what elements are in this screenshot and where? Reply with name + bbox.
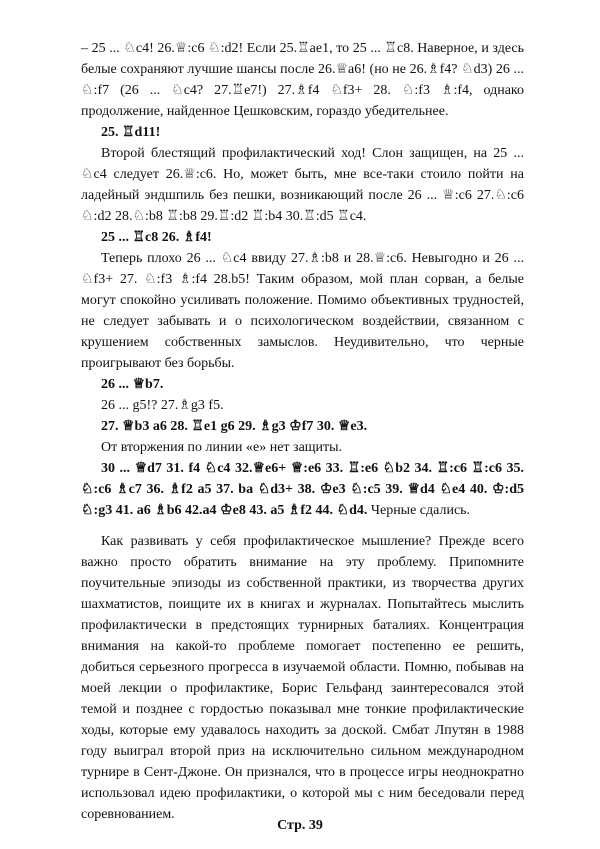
page-number: Стр. 39: [277, 818, 323, 833]
final-moves-paragraph: [81, 458, 524, 521]
commentary-line: От вторжения по линии «е» нет защиты.: [101, 440, 343, 455]
resignation-note: Черные сдались.: [367, 503, 471, 518]
variation-line: 26 ... g5!? 27.♗g3 f5.: [101, 398, 224, 413]
page-body: [81, 38, 524, 825]
move-heading: 25 ... ♖c8 26. ♗f4!: [101, 230, 212, 245]
final-moves: 30 ... ♕d7 31. f4 ♘c4 32.♕e6+ ♕:e6 33. ♖:e6 ♘b2 34. ♖:c6 ♖:c6 35. ♘:c6 ♗c7 36. ♗f2 a5 37. ba ♘d3+ 38. ♔e3 ♘:c5 39. ♕d4 ♘e4 40. ♔:d5 ♘:g3 41. a6 ♗b6 42.a4 ♔e8 43. a5 ♗f2 44. ♘d4.: [81, 461, 524, 518]
commentary-paragraph: Теперь плохо 26 ... ♘c4 ввиду 27.♗:b8 и 28.♕:c6. Невыгодно и 26 ... ♘f3+ 27. ♘:f3 ♗:f4 28.b5! Таким образом, мой план сорван, а белые могут спокойно усиливать положение. Помимо объективных трудностей, не следует забывать и о психологическом воздействии, связанном с крушением собственных замыслов. Неудивительно, что черные проигрывают без борьбы.: [81, 251, 524, 371]
move-heading: 25. ♖d11!: [101, 125, 161, 140]
commentary-paragraph: Второй блестящий профилактический ход! Слон защищен, на 25 ... ♘c4 следует 26.♕:c6. Но, может быть, мне все-таки стоило пойти на ладейный эндшпиль без пешки, возникающий после 26 ... ♕:c6 27.♘:c6 ♘:d2 28.♘:b8 ♖:b8 29.♖:d2 ♖:b4 30.♖:d5 ♖c4.: [81, 146, 524, 224]
paragraph-variation: – 25 ... ♘c4! 26.♕:c6 ♘:d2! Если 25.♖ae1, то 25 ... ♖c8. Наверное, и здесь белые сохраняют лучшие шансы после 26.♕a6! (но не 26.♗f4? ♘d3) 26 ... ♘:f7 (26 ... ♘c4? 27.♖e7!) 27.♗f4 ♘f3+ 28. ♘:f3 ♗:f4, однако продолжение, найденное Цешковским, гораздо убедительнее.: [81, 41, 524, 119]
move-heading: 26 ... ♕b7.: [101, 377, 164, 392]
move-heading: 27. ♕b3 a6 28. ♖e1 g6 29. ♗g3 ♔f7 30. ♕e3.: [101, 419, 368, 434]
essay-paragraph: Как развивать у себя профилактическое мышление? Прежде всего важно просто обратить внимание на эту проблему. Припомните поучительные эпизоды из собственной практики, из творчества других шахматистов, поищите их в книгах и журналах. Попытайтесь мыслить профилактически в предстоящих турнирных баталиях. Концентрация внимания на какой-то проблеме помогает постепенно ее решить, добиться серьезного прогресса в изучаемой области. Помню, побывав на моей лекции о профилактике, Борис Гельфанд заинтересовался этой темой и позднее с гордостью показывал мне тонкие профилактические ходы, которые ему удавалось находить за доской. Смбат Лпутян в 1988 году выиграл второй приз на исключительно сильном международном турнире в Сент-Джоне. Он признался, что в процессе игры неоднократно использовал идею профилактики, о которой мы с ним беседовали перед соревнованием.: [81, 534, 524, 822]
